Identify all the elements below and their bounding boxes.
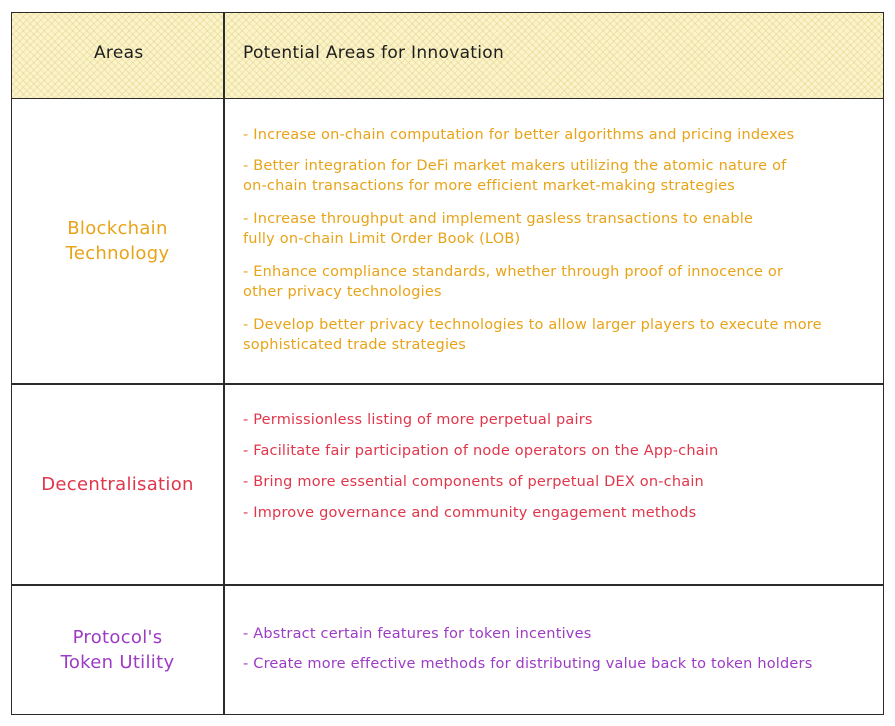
list-item: - Permissionless listing of more perpetual pairs — [243, 412, 593, 428]
list-item: - Abstract certain features for token incentives — [243, 626, 592, 642]
list-item: - Improve governance and community engagement methods — [243, 505, 697, 521]
list-item: - Increase throughput and implement gasless transactions to enable fully on-chain Limit Order Book (LOB) — [243, 211, 754, 247]
list-item: - Create more effective methods for distributing value back to token holders — [243, 656, 813, 672]
list-item: - Better integration for DeFi market makers utilizing the atomic nature of on-chain transactions for more efficient market-making strategies — [243, 158, 787, 194]
table-header — [12, 13, 883, 99]
header-innovation: Potential Areas for Innovation — [243, 43, 505, 63]
area-label: Blockchain Technology — [65, 218, 170, 264]
area-label: Protocol's Token Utility — [60, 626, 175, 673]
area-label: Decentralisation — [41, 473, 194, 495]
innovation-list — [243, 125, 873, 355]
innovation-table — [11, 12, 884, 715]
list-item: - Increase on-chain computation for better algorithms and pricing indexes — [243, 127, 795, 143]
list-item: - Develop better privacy technologies to allow larger players to execute more sophisticated trade strategies — [243, 317, 822, 353]
list-item: - Bring more essential components of perpetual DEX on-chain — [243, 474, 704, 490]
table-row-blockchain — [12, 99, 883, 383]
list-item: - Enhance compliance standards, whether through proof of innocence or other privacy technologies — [243, 264, 784, 300]
header-areas: Areas — [94, 43, 144, 63]
innovation-list — [243, 624, 873, 674]
innovation-list — [243, 410, 873, 523]
table-row-token-utility — [12, 585, 883, 714]
table-row-decentralisation — [12, 384, 883, 584]
list-item: - Facilitate fair participation of node operators on the App-chain — [243, 443, 719, 459]
